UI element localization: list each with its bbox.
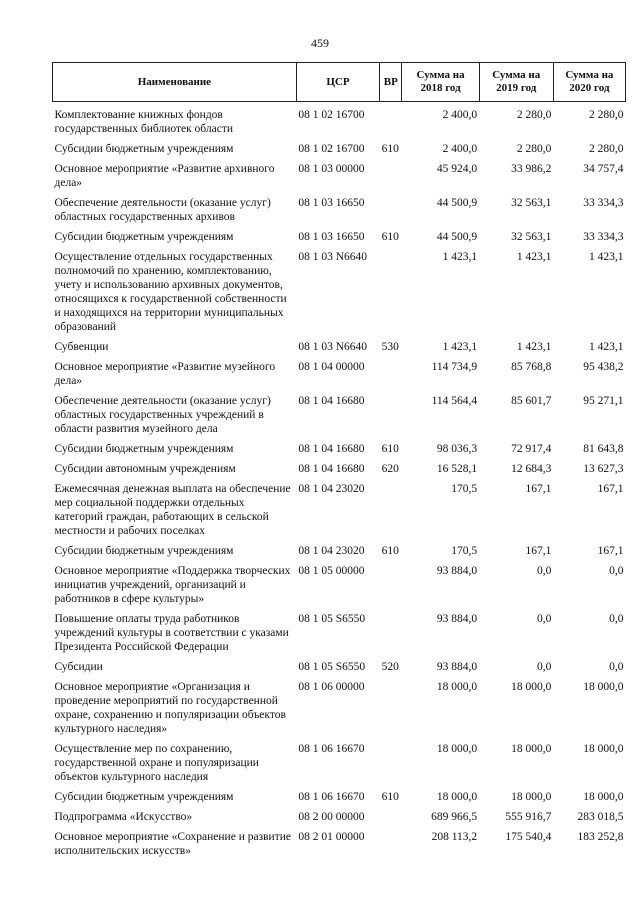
cell-y2020: 2 280,0 [589, 143, 624, 155]
cell-y2018: 18 000,0 [436, 791, 478, 803]
cell-y2020: 167,1 [597, 483, 624, 495]
cell-y2018: 93 884,0 [436, 613, 478, 625]
cell-y2020: 95 271,1 [583, 395, 624, 407]
cell-name: Осуществление мер по сохранению, государственной охране и популяризации объектов культурного наследия [54, 743, 259, 783]
cell-y2020: 18 000,0 [583, 791, 624, 803]
table-row [53, 230, 626, 244]
cell-y2019: 167,1 [525, 483, 552, 495]
table-row [53, 340, 626, 354]
table-row [53, 196, 626, 224]
cell-name: Основное мероприятие «Поддержка творческих инициатив учреждений, организаций и работников в сфере культуры» [54, 565, 291, 605]
cell-vr: 610 [381, 545, 399, 557]
cell-csr: 08 1 03 16650 [298, 197, 365, 209]
cell-y2019: 1 423,1 [516, 341, 552, 353]
cell-csr: 08 1 04 23020 [298, 545, 365, 557]
cell-name: Осуществление отдельных государственных полномочий по хранению, комплектованию, учету и использованию архивных документов, относящихся к государственной собственности и находящихся на территории муниципальных образований [54, 251, 287, 333]
table-row [53, 790, 626, 804]
cell-name: Основное мероприятие «Развитие музейного дела» [54, 361, 276, 387]
cell-y2019: 32 563,1 [511, 231, 552, 243]
header-sum-2018: Сумма на 2018 год [402, 63, 479, 102]
cell-csr: 08 1 04 16680 [298, 395, 365, 407]
cell-csr: 08 1 04 00000 [298, 361, 365, 373]
cell-name: Основное мероприятие «Организация и проведение мероприятий по государственной охране, сохранению и популяризации объектов культурного наследия» [54, 681, 286, 735]
cell-y2019: 18 000,0 [511, 681, 552, 693]
cell-y2018: 45 924,0 [436, 163, 478, 175]
cell-vr: 610 [381, 231, 399, 243]
cell-vr [380, 360, 402, 388]
cell-vr [380, 680, 402, 736]
cell-csr: 08 1 05 00000 [298, 565, 365, 577]
cell-y2018: 93 884,0 [436, 565, 478, 577]
cell-csr: 08 1 04 16680 [298, 463, 365, 475]
table-row [53, 462, 626, 476]
cell-csr: 08 1 03 00000 [298, 163, 365, 175]
cell-y2020: 95 438,2 [583, 361, 624, 373]
cell-name: Комплектование книжных фондов государственных библиотек области [54, 109, 234, 135]
cell-y2019: 167,1 [525, 545, 552, 557]
cell-csr: 08 1 06 00000 [298, 681, 365, 693]
cell-y2018: 1 423,1 [442, 251, 478, 263]
cell-name: Основное мероприятие «Развитие архивного дела» [54, 163, 275, 189]
cell-y2019: 12 684,3 [511, 463, 552, 475]
cell-vr [380, 612, 402, 654]
cell-y2020: 283 018,5 [577, 811, 624, 823]
table-row [53, 442, 626, 456]
cell-csr: 08 1 04 16680 [298, 443, 365, 455]
cell-vr [380, 162, 402, 190]
cell-y2018: 208 113,2 [431, 831, 478, 843]
table-row [53, 142, 626, 156]
cell-csr: 08 1 04 23020 [298, 483, 365, 495]
cell-y2020: 1 423,1 [589, 251, 624, 263]
cell-y2018: 16 528,1 [436, 463, 478, 475]
cell-csr: 08 2 00 00000 [298, 811, 365, 823]
cell-vr [380, 742, 402, 784]
cell-y2020: 34 757,4 [583, 163, 624, 175]
cell-csr: 08 1 06 16670 [298, 743, 365, 755]
table-row [53, 660, 626, 674]
cell-y2020: 18 000,0 [583, 743, 624, 755]
table-row [53, 394, 626, 436]
cell-y2020: 167,1 [597, 545, 624, 557]
cell-y2020: 0,0 [609, 661, 624, 673]
cell-name: Обеспечение деятельности (оказание услуг) областных государственных учреждений в области развития музейного дела [54, 395, 271, 435]
cell-y2020: 0,0 [609, 565, 624, 577]
cell-y2018: 18 000,0 [436, 743, 478, 755]
cell-y2019: 555 916,7 [505, 811, 552, 823]
cell-y2018: 170,5 [451, 483, 478, 495]
cell-y2019: 33 986,2 [511, 163, 552, 175]
cell-csr: 08 1 06 16670 [298, 791, 365, 803]
cell-vr: 610 [381, 443, 399, 455]
cell-y2020: 18 000,0 [583, 681, 624, 693]
table-row [53, 108, 626, 136]
cell-y2018: 114 734,9 [431, 361, 478, 373]
table-row [53, 612, 626, 654]
cell-y2018: 44 500,9 [436, 231, 478, 243]
cell-vr: 520 [381, 661, 399, 673]
cell-y2020: 81 643,8 [583, 443, 624, 455]
cell-y2020: 1 423,1 [589, 341, 624, 353]
table-header-row [53, 63, 626, 102]
cell-y2019: 0,0 [536, 565, 552, 577]
cell-name: Субвенции [54, 341, 109, 353]
cell-y2019: 18 000,0 [511, 791, 552, 803]
cell-y2018: 98 036,3 [436, 443, 478, 455]
header-csr: ЦСР [296, 63, 379, 102]
header-sum-2019: Сумма на 2019 год [479, 63, 553, 102]
cell-y2019: 32 563,1 [511, 197, 552, 209]
cell-csr: 08 2 01 00000 [298, 831, 365, 843]
header-sum-2020: Сумма на 2020 год [553, 63, 625, 102]
cell-y2020: 183 252,8 [577, 831, 624, 843]
cell-y2018: 44 500,9 [436, 197, 478, 209]
cell-y2018: 689 966,5 [431, 811, 478, 823]
cell-vr [380, 394, 402, 436]
cell-y2018: 2 400,0 [442, 143, 478, 155]
cell-csr: 08 1 05 S6550 [298, 613, 366, 625]
header-name: Наименование [53, 63, 297, 102]
cell-y2019: 0,0 [536, 661, 552, 673]
cell-vr [380, 810, 402, 824]
budget-table [52, 62, 626, 858]
cell-y2019: 0,0 [536, 613, 552, 625]
cell-vr [380, 196, 402, 224]
table-row [53, 742, 626, 784]
cell-name: Субсидии бюджетным учреждениям [54, 143, 234, 155]
cell-y2018: 1 423,1 [442, 341, 478, 353]
table-row [53, 830, 626, 858]
cell-vr [380, 564, 402, 606]
cell-name: Субсидии бюджетным учреждениям [54, 231, 234, 243]
cell-name: Субсидии бюджетным учреждениям [54, 443, 234, 455]
cell-y2020: 33 334,3 [583, 231, 624, 243]
table-row [53, 680, 626, 736]
cell-csr: 08 1 03 16650 [298, 231, 365, 243]
cell-vr [380, 250, 402, 334]
cell-name: Ежемесячная денежная выплата на обеспечение мер социальной поддержки отдельных категорий граждан, работающих в сельской местности и рабочих поселках [54, 483, 291, 537]
cell-y2019: 175 540,4 [505, 831, 552, 843]
table-row [53, 482, 626, 538]
cell-name: Обеспечение деятельности (оказание услуг) областных государственных архивов [54, 197, 271, 223]
cell-y2018: 93 884,0 [436, 661, 478, 673]
cell-y2018: 114 564,4 [431, 395, 478, 407]
cell-vr [380, 108, 402, 136]
cell-y2019: 2 280,0 [516, 143, 552, 155]
cell-y2019: 2 280,0 [516, 109, 552, 121]
cell-name: Подпрограмма «Искусство» [54, 811, 193, 823]
cell-csr: 08 1 03 N6640 [298, 341, 368, 353]
cell-vr [380, 482, 402, 538]
cell-vr: 620 [381, 463, 399, 475]
cell-csr: 08 1 03 N6640 [298, 251, 368, 263]
cell-y2019: 85 768,8 [511, 361, 552, 373]
cell-y2018: 170,5 [451, 545, 478, 557]
cell-y2020: 33 334,3 [583, 197, 624, 209]
cell-y2020: 13 627,3 [583, 463, 624, 475]
cell-y2020: 2 280,0 [589, 109, 624, 121]
cell-y2018: 18 000,0 [436, 681, 478, 693]
cell-y2019: 1 423,1 [516, 251, 552, 263]
cell-name: Субсидии автономным учреждениям [54, 463, 236, 475]
page-number: 459 [311, 36, 329, 50]
table-row [53, 564, 626, 606]
cell-vr: 610 [381, 791, 399, 803]
cell-vr: 530 [381, 341, 399, 353]
table-row [53, 360, 626, 388]
cell-name: Субсидии бюджетным учреждениям [54, 545, 234, 557]
cell-name: Субсидии [54, 661, 103, 673]
cell-csr: 08 1 05 S6550 [298, 661, 366, 673]
cell-name: Основное мероприятие «Сохранение и развитие исполнительских искусств» [54, 831, 291, 857]
cell-y2019: 72 917,4 [511, 443, 552, 455]
cell-y2018: 2 400,0 [442, 109, 478, 121]
table-row [53, 544, 626, 558]
cell-name: Повышение оплаты труда работников учреждений культуры в соответствии с указами Президента Российской Федерации [54, 613, 289, 653]
header-vr: ВР [380, 63, 402, 102]
cell-csr: 08 1 02 16700 [298, 109, 365, 121]
cell-csr: 08 1 02 16700 [298, 143, 365, 155]
table-body [53, 102, 626, 859]
cell-y2020: 0,0 [609, 613, 624, 625]
cell-y2019: 85 601,7 [511, 395, 552, 407]
table-row [53, 162, 626, 190]
cell-y2019: 18 000,0 [511, 743, 552, 755]
cell-vr [380, 830, 402, 858]
cell-vr: 610 [381, 143, 399, 155]
table-row [53, 250, 626, 334]
table-row [53, 810, 626, 824]
cell-name: Субсидии бюджетным учреждениям [54, 791, 234, 803]
